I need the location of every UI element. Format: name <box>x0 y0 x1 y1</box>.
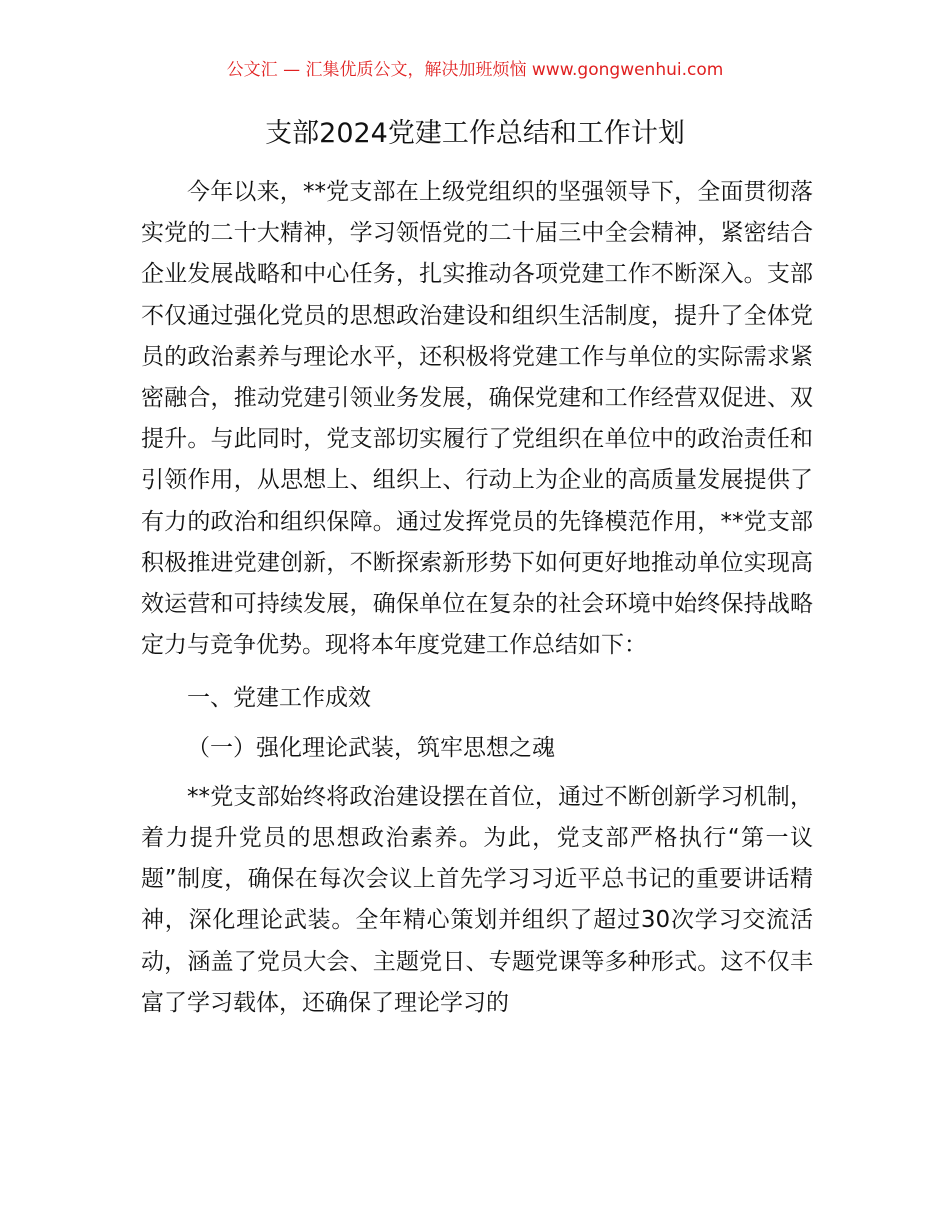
intro-paragraph: 今年以来，**党支部在上级党组织的坚强领导下，全面贯彻落实党的二十大精神，学习领悟党的二十届三中全会精神，紧密结合企业发展战略和中心任务，扎实推动各项党建工作不断深入。支部不仅通过强化党员的思想政治建设和组织生活制度，提升了全体党员的政治素养与理论水平，还积极将党建工作与单位的实际需求紧密融合，推动党建引领业务发展，确保党建和工作经营双促进、双提升。与此同时，党支部切实履行了党组织在单位中的政治责任和引领作用，从思想上、组织上、行动上为企业的高质量发展提供了有力的政治和组织保障。通过发挥党员的先锋模范作用，**党支部积极推进党建创新，不断探索新形势下如何更好地推动单位实现高效运营和可持续发展，确保单位在复杂的社会环境中始终保持战略定力与竞争优势。现将本年度党建工作总结如下： <box>141 179 813 659</box>
subsection-paragraph: **党支部始终将政治建设摆在首位，通过不断创新学习机制，着力提升党员的思想政治素养。为此，党支部严格执行“第一议题”制度，确保在每次会议上首先学习习近平总书记的重要讲话精神，深化理论武装。全年精心策划并组织了超过30次学习交流活动，涵盖了党员大会、主题党日、专题党课等多种形式。这不仅丰富了学习载体，还确保了理论学习的 <box>141 783 813 1016</box>
document-title: 支部2024党建工作总结和工作计划 <box>265 118 685 149</box>
site-banner[interactable]: 公文汇 — 汇集优质公文，解决加班烦恼 www.gongwenhui.com <box>226 60 724 80</box>
subsection-heading: （一）强化理论武装，筑牢思想之魂 <box>187 734 555 761</box>
document-body <box>141 172 813 1024</box>
section-heading: 一、党建工作成效 <box>187 685 371 712</box>
